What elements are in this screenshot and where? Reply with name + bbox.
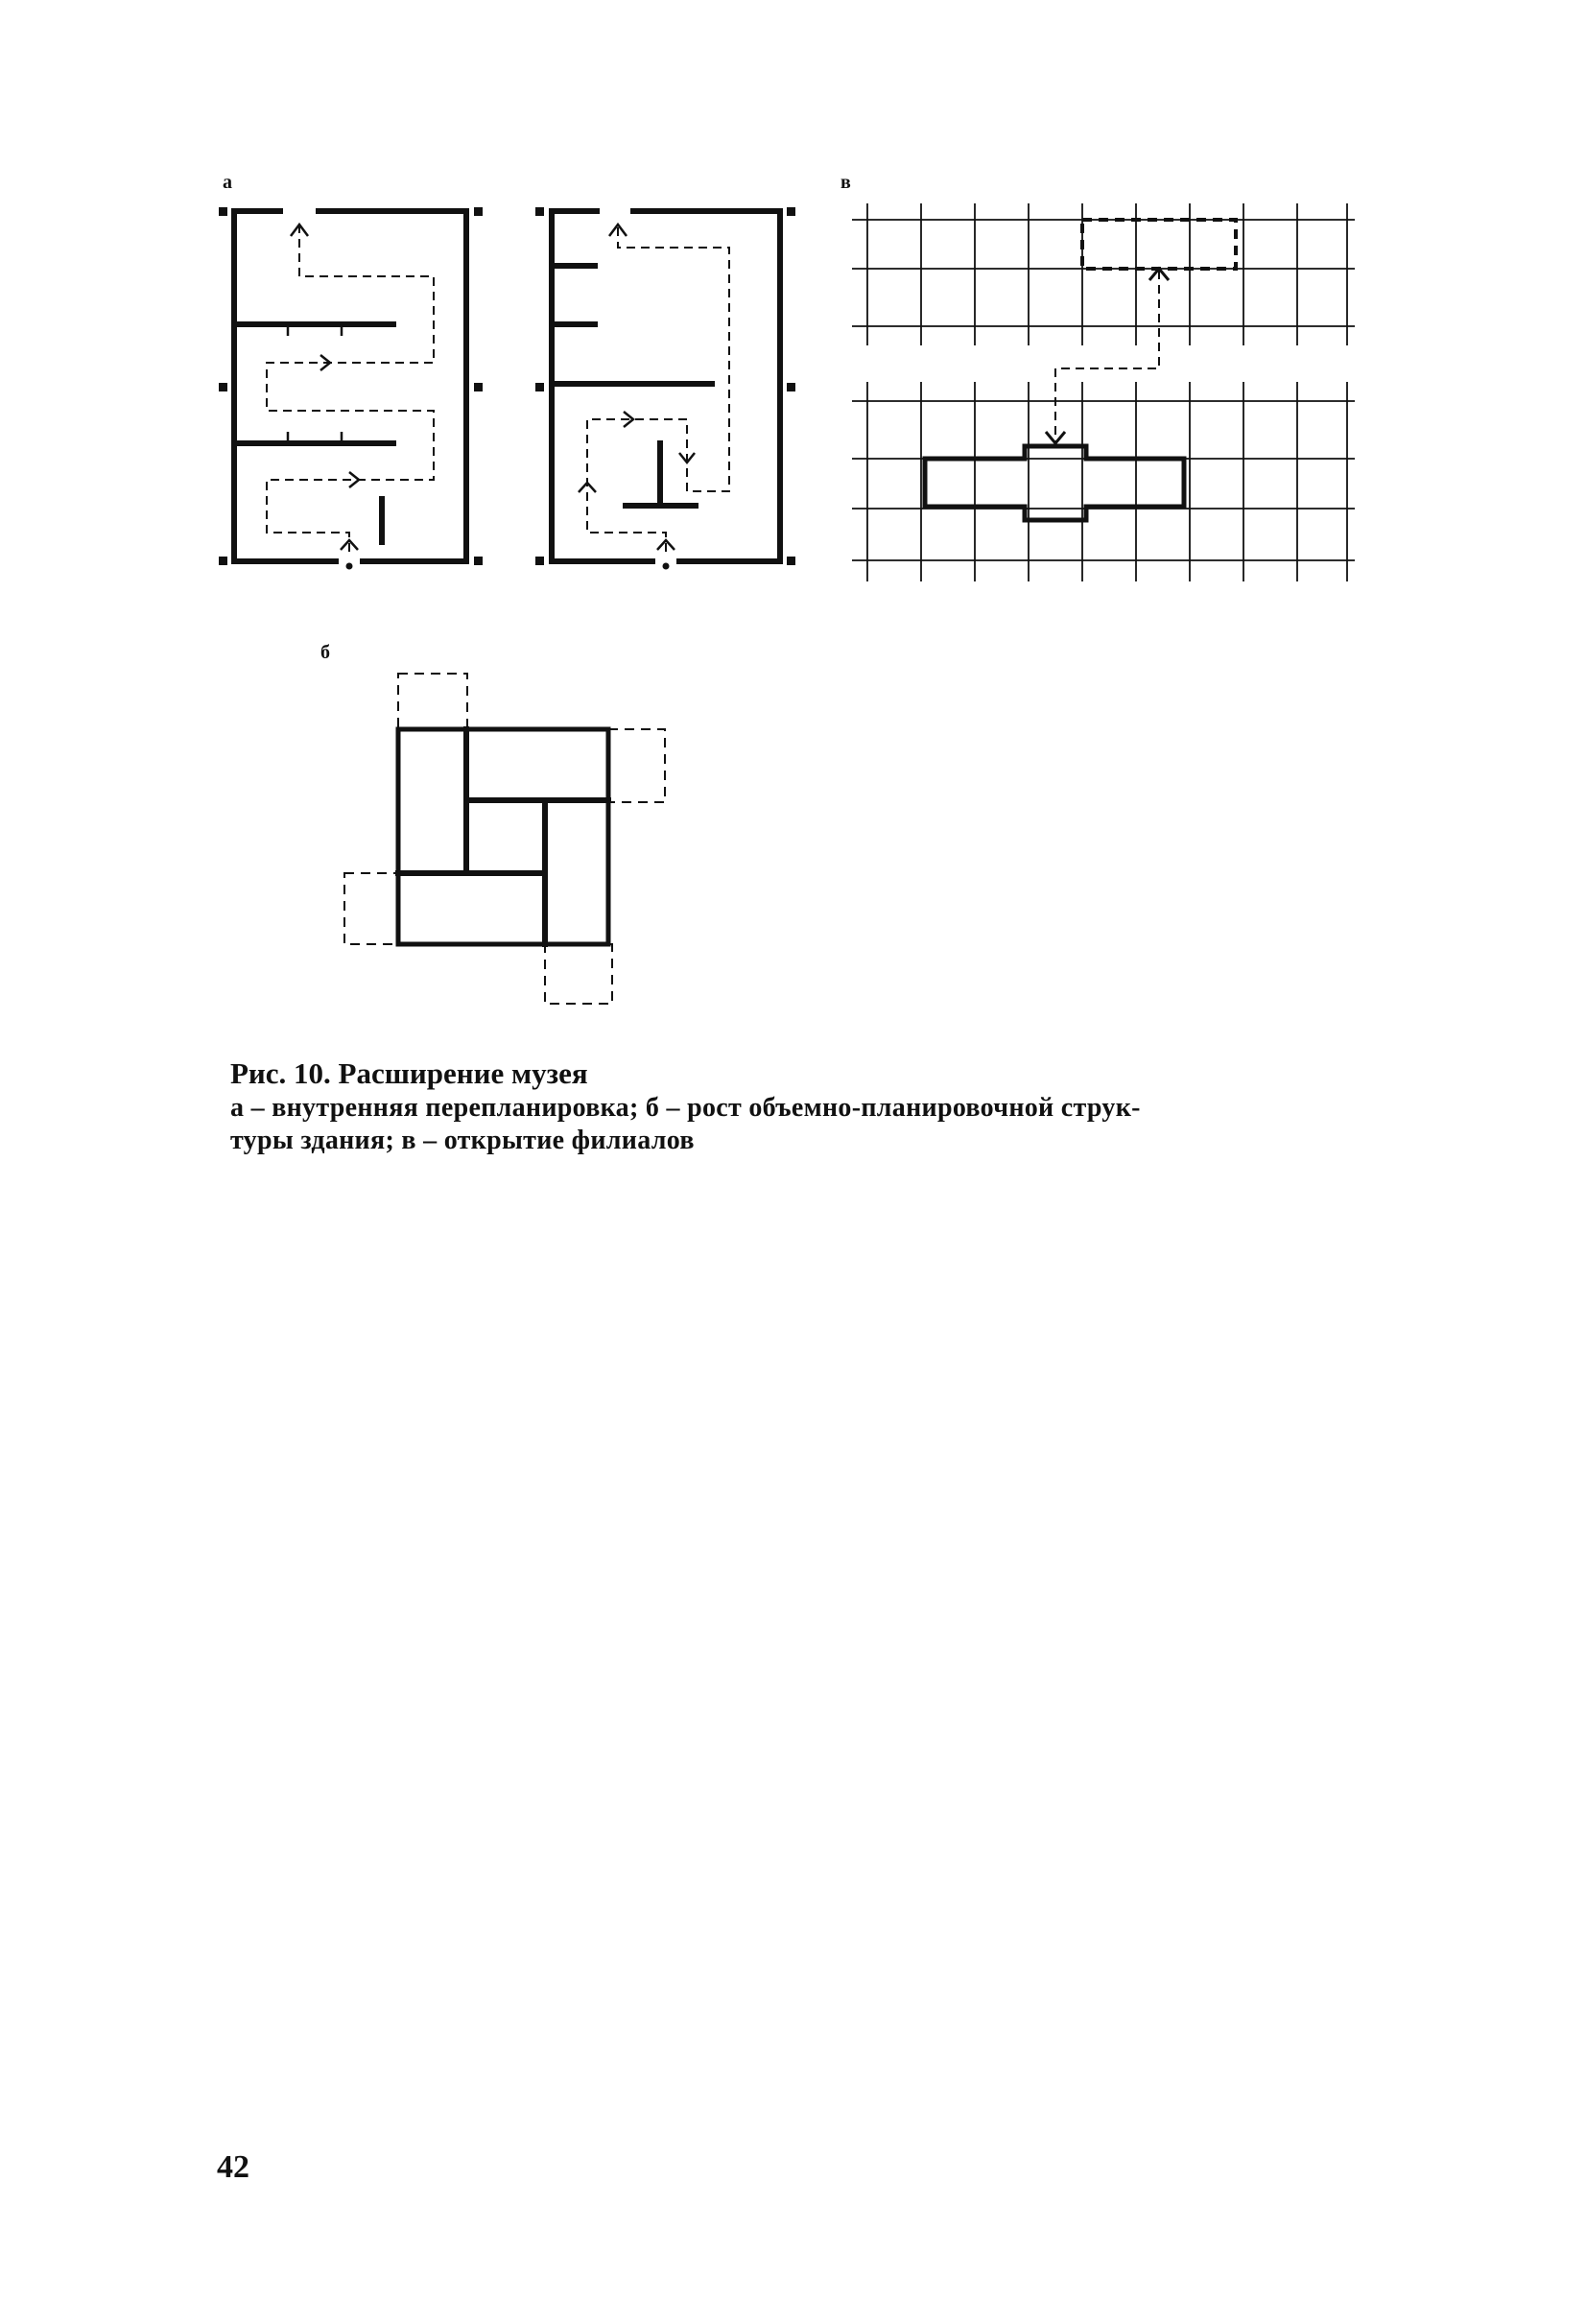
caption-line-2: туры здания; в – открытие филиалов	[230, 1126, 695, 1155]
caption-title: Рис. 10. Расширение музея	[230, 1056, 588, 1090]
building-volumes	[398, 729, 608, 944]
figure-caption	[230, 1055, 1362, 1157]
panel-label-v: в	[840, 172, 851, 193]
panel-b-growth	[0, 0, 1586, 1055]
panel-label-a: а	[223, 172, 232, 193]
caption-line-1: а – внутренняя перепланировка; б – рост объемно-планировочной струк-	[230, 1093, 1141, 1123]
page-number: 42	[217, 2149, 249, 2185]
panel-label-b: б	[320, 642, 330, 663]
